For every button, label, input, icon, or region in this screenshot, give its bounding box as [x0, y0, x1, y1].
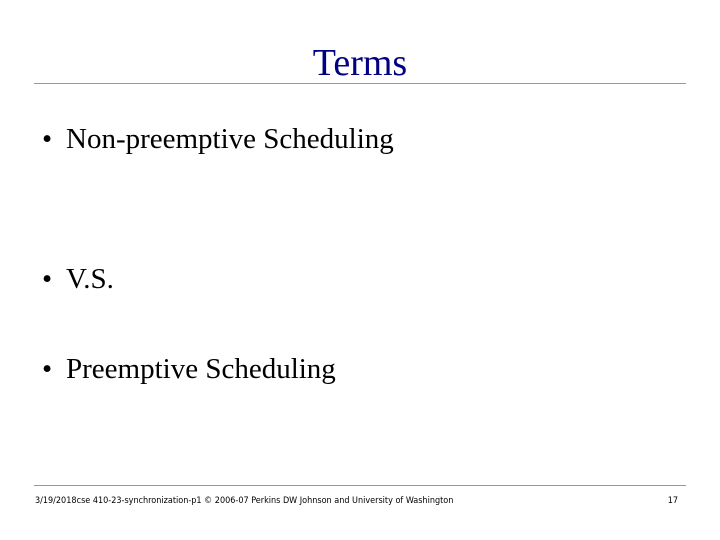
bullet-item: [42, 352, 336, 386]
bullet-text: Non-preemptive Scheduling: [66, 123, 394, 155]
title-divider: [34, 83, 686, 84]
footer-divider: [34, 485, 686, 486]
bullet-marker: •: [42, 123, 53, 155]
footer-date: 3/19/2018: [35, 496, 77, 506]
bullet-text: Preemptive Scheduling: [66, 353, 336, 385]
page-number: 17: [667, 496, 678, 506]
bullet-item: [42, 122, 394, 156]
bullet-item: [42, 262, 114, 296]
footer-copyright: cse 410-23-synchronization-p1 © 2006-07 Perkins DW Johnson and University of Washington: [76, 496, 454, 506]
bullet-marker: •: [42, 353, 53, 385]
slide-title: Terms: [312, 42, 408, 84]
bullet-marker: •: [42, 263, 53, 295]
bullet-text: V.S.: [66, 263, 114, 295]
